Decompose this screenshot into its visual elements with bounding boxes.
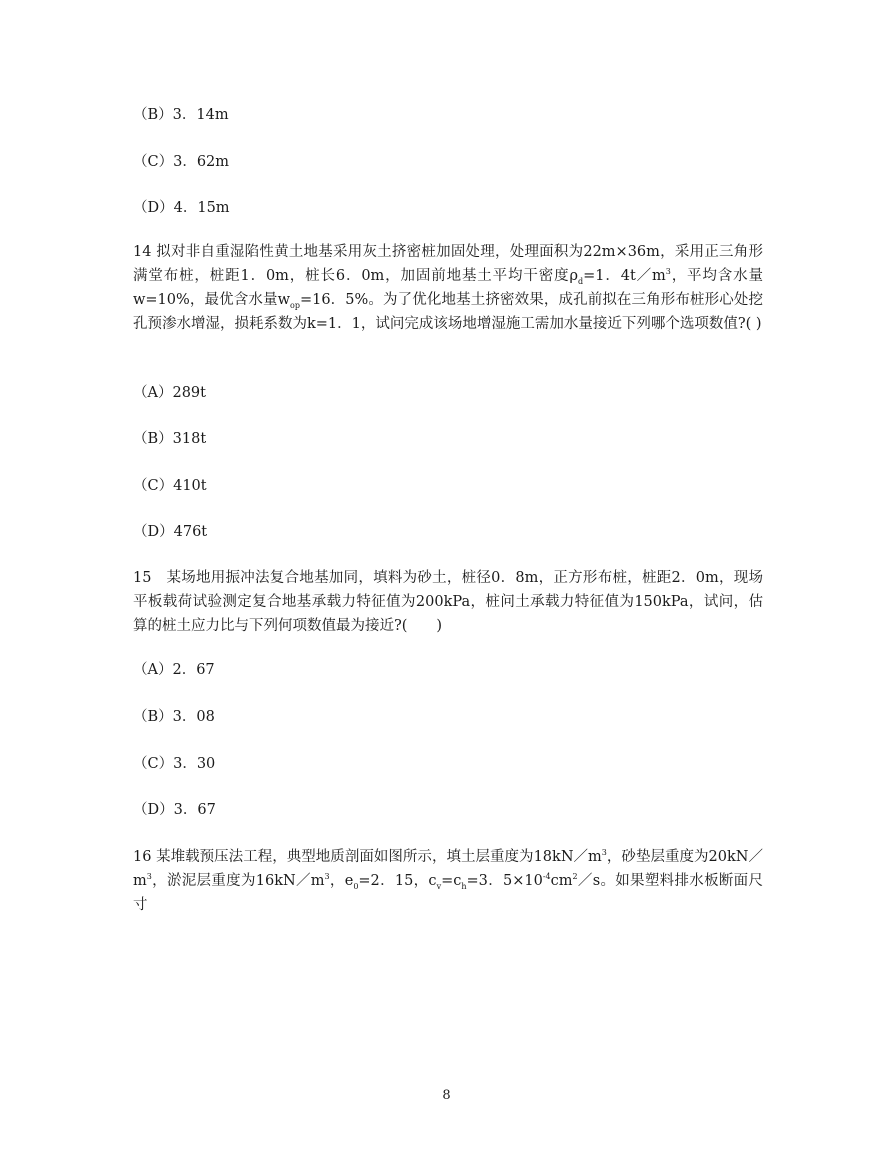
q14-option-c: （C）410t: [133, 478, 207, 494]
q13-option-d: （D）4．15m: [133, 200, 230, 216]
q16-stem: 16 某堆载预压法工程，典型地质剖面如图所示，填土层重度为$18kN/m^3$，砂垫层重度为$20kN/m^3$，淤泥层重度为$16kN/m^3$，$e_0=2$．15，$c_v=c_h=3$．$5\times 10^{-4}cm^2/s$。如果塑料排水板断面尺寸: [133, 848, 763, 913]
q15-option-b: （B）3．08: [133, 709, 215, 725]
page-number: 8: [442, 1088, 451, 1103]
q13-option-b: （B）3．14m: [133, 107, 229, 123]
q15-stem: 15 某场地用振冲法复合地基加同，填料为砂土，桩径0．8m，正方形布桩，桩距2．0m，现场平板载荷试验测定复合地基承载力特征值为200kPa，桩问土承载力特征值为150kPa，试问，估算的桩土应力比与下列何项数值最为接近?( ): [133, 570, 763, 634]
q14-option-b: （B）318t: [133, 431, 207, 447]
q14-stem: 14 拟对非自重湿陷性黄土地基采用灰土挤密桩加固处理，处理面积为22m×36m，采用正三角形满堂布桩，桩距1．0m，桩长6．0m，加固前地基土平均干密度$\rho_d=1$．$4t/m^3$，平均含水量w=10%，最优含水量$w_{op}=16$．5%。为了优化地基土挤密效果，成孔前拟在三角形布桩形心处挖孔预渗水增湿，损耗系数为k=1．1，试问完成该场地增湿施工需加水量接近下列哪个选项数值?( ): [133, 244, 763, 332]
q15-option-d: （D）3．67: [133, 802, 216, 818]
q15-option-a: （A）2．67: [133, 662, 215, 678]
q14-option-a: （A）289t: [133, 385, 206, 401]
q15-option-c: （C）3．30: [133, 756, 216, 772]
q14-option-d: （D）476t: [133, 524, 208, 540]
q13-option-c: （C）3．62m: [133, 154, 230, 170]
